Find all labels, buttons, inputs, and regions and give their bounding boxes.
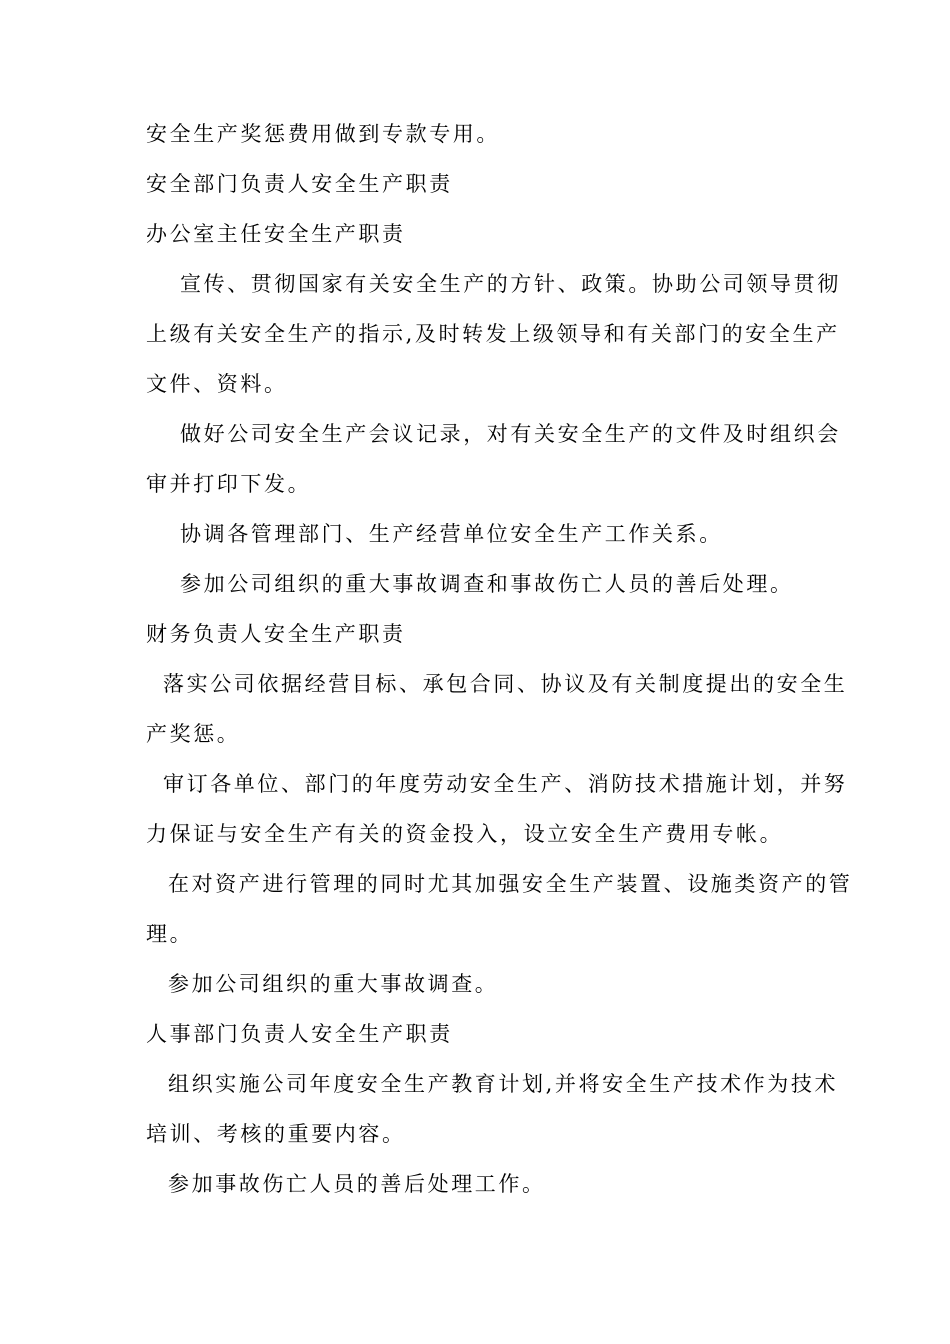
paragraph-line: 培训、考核的重要内容。: [146, 1122, 406, 1146]
paragraph-line: 在对资产进行管理的同时尤其加强安全生产装置、设施类资产的管: [168, 872, 853, 896]
paragraph-line: 落实公司依据经营目标、承包合同、协议及有关制度提出的安全生: [163, 672, 848, 696]
paragraph-line: 参加事故伤亡人员的善后处理工作。: [168, 1172, 546, 1196]
section-heading-finance: 财务负责人安全生产职责: [146, 622, 406, 646]
paragraph-line: 产奖惩。: [146, 722, 241, 746]
paragraph-line: 做好公司安全生产会议记录，对有关安全生产的文件及时组织会: [180, 422, 841, 446]
paragraph-line: 力保证与安全生产有关的资金投入，设立安全生产费用专帐。: [146, 822, 784, 846]
paragraph-line: 理。: [146, 922, 194, 946]
paragraph-line: 审并打印下发。: [146, 472, 312, 496]
paragraph-line: 文件、资料。: [146, 372, 288, 396]
section-heading-safety-dept: 安全部门负责人安全生产职责: [146, 172, 453, 196]
paragraph-line: 组织实施公司年度安全生产教育计划,并将安全生产技术作为技术: [168, 1072, 839, 1096]
section-heading-hr: 人事部门负责人安全生产职责: [146, 1022, 453, 1046]
paragraph-line: 参加公司组织的重大事故调查。: [168, 972, 499, 996]
paragraph-line: 参加公司组织的重大事故调查和事故伤亡人员的善后处理。: [180, 572, 794, 596]
paragraph-line: 审订各单位、部门的年度劳动安全生产、消防技术措施计划，并努: [163, 772, 848, 796]
paragraph-line: 宣传、贯彻国家有关安全生产的方针、政策。协助公司领导贯彻: [180, 272, 841, 296]
paragraph-line: 安全生产奖惩费用做到专款专用。: [146, 122, 500, 146]
paragraph-line: 协调各管理部门、生产经营单位安全生产工作关系。: [180, 522, 723, 546]
paragraph-line: 上级有关安全生产的指示,及时转发上级领导和有关部门的安全生产: [146, 322, 840, 346]
section-heading-office-director: 办公室主任安全生产职责: [146, 222, 406, 246]
